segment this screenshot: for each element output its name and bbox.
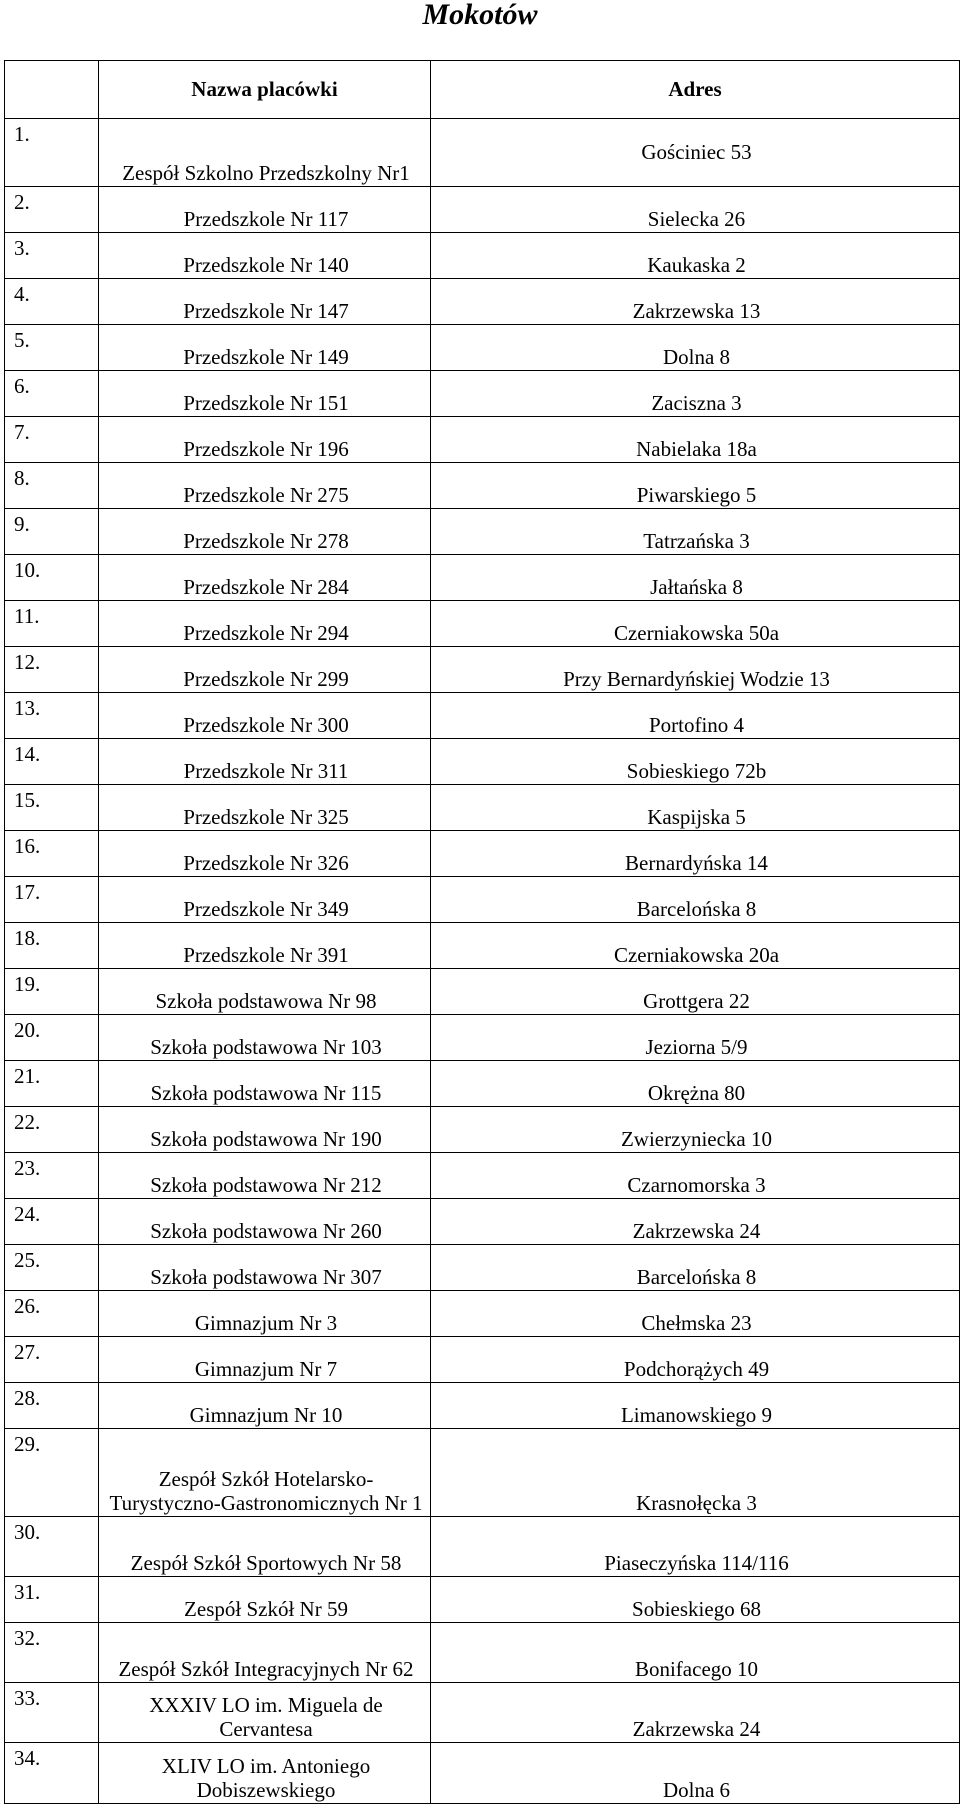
row-number: 22. (5, 1107, 99, 1153)
table-row (5, 923, 960, 969)
school-address: Gościniec 53 (431, 119, 960, 187)
school-address: Czerniakowska 50a (431, 601, 960, 647)
row-number: 2. (5, 187, 99, 233)
school-name: Gimnazjum Nr 3 (99, 1291, 431, 1337)
table-row (5, 693, 960, 739)
school-name: Szkoła podstawowa Nr 212 (99, 1153, 431, 1199)
table-row (5, 1683, 960, 1743)
schools-table-container (4, 60, 960, 1804)
table-row (5, 785, 960, 831)
school-address: Portofino 4 (431, 693, 960, 739)
school-name: Przedszkole Nr 147 (99, 279, 431, 325)
row-number: 4. (5, 279, 99, 325)
row-number: 30. (5, 1517, 99, 1577)
school-name: Przedszkole Nr 151 (99, 371, 431, 417)
row-number: 8. (5, 463, 99, 509)
row-number: 5. (5, 325, 99, 371)
row-number: 1. (5, 119, 99, 187)
table-row (5, 647, 960, 693)
page-title: Mokotów (422, 0, 538, 31)
table-row (5, 1337, 960, 1383)
table-row (5, 1107, 960, 1153)
school-address: Podchorążych 49 (431, 1337, 960, 1383)
row-number: 19. (5, 969, 99, 1015)
school-address: Grottgera 22 (431, 969, 960, 1015)
row-number: 17. (5, 877, 99, 923)
school-name: Przedszkole Nr 349 (99, 877, 431, 923)
table-row (5, 1015, 960, 1061)
school-address: Sielecka 26 (431, 187, 960, 233)
school-name: Przedszkole Nr 311 (99, 739, 431, 785)
table-row (5, 119, 960, 187)
row-number: 9. (5, 509, 99, 555)
table-row (5, 325, 960, 371)
row-number: 15. (5, 785, 99, 831)
school-address: Jeziorna 5/9 (431, 1015, 960, 1061)
header-num (5, 61, 99, 119)
row-number: 31. (5, 1577, 99, 1623)
row-number: 12. (5, 647, 99, 693)
row-number: 25. (5, 1245, 99, 1291)
row-number: 23. (5, 1153, 99, 1199)
table-row (5, 1623, 960, 1683)
table-row (5, 1743, 960, 1804)
row-number: 27. (5, 1337, 99, 1383)
school-name: Przedszkole Nr 391 (99, 923, 431, 969)
table-row (5, 1577, 960, 1623)
school-address: Zakrzewska 24 (431, 1683, 960, 1743)
table-row (5, 969, 960, 1015)
school-address: Barcelońska 8 (431, 1245, 960, 1291)
row-number: 10. (5, 555, 99, 601)
table-row (5, 1429, 960, 1517)
table-row (5, 371, 960, 417)
table-row (5, 1153, 960, 1199)
row-number: 21. (5, 1061, 99, 1107)
school-address: Limanowskiego 9 (431, 1383, 960, 1429)
school-address: Nabielaka 18a (431, 417, 960, 463)
schools-table (4, 60, 960, 1804)
table-row (5, 233, 960, 279)
school-address: Bonifacego 10 (431, 1623, 960, 1683)
school-name: Szkoła podstawowa Nr 190 (99, 1107, 431, 1153)
table-row (5, 509, 960, 555)
school-name: Przedszkole Nr 294 (99, 601, 431, 647)
school-name: Zespół Szkół Nr 59 (99, 1577, 431, 1623)
table-row (5, 1383, 960, 1429)
school-name: Przedszkole Nr 300 (99, 693, 431, 739)
school-address: Dolna 6 (431, 1743, 960, 1804)
row-number: 16. (5, 831, 99, 877)
school-address: Przy Bernardyńskiej Wodzie 13 (431, 647, 960, 693)
school-address: Czarnomorska 3 (431, 1153, 960, 1199)
school-name: Zespół Szkół Sportowych Nr 58 (99, 1517, 431, 1577)
row-number: 29. (5, 1429, 99, 1517)
school-name: XLIV LO im. Antoniego Dobiszewskiego (99, 1743, 431, 1804)
school-name: Przedszkole Nr 196 (99, 417, 431, 463)
school-address: Zakrzewska 13 (431, 279, 960, 325)
school-address: Krasnołęcka 3 (431, 1429, 960, 1517)
school-address: Chełmska 23 (431, 1291, 960, 1337)
school-address: Sobieskiego 72b (431, 739, 960, 785)
header-name: Nazwa placówki (99, 61, 431, 119)
school-name: Przedszkole Nr 326 (99, 831, 431, 877)
school-name: Przedszkole Nr 275 (99, 463, 431, 509)
school-name: Zespół Szkół Integracyjnych Nr 62 (99, 1623, 431, 1683)
row-number: 11. (5, 601, 99, 647)
school-address: Czerniakowska 20a (431, 923, 960, 969)
school-name: Szkoła podstawowa Nr 98 (99, 969, 431, 1015)
school-name: Przedszkole Nr 140 (99, 233, 431, 279)
school-address: Zakrzewska 24 (431, 1199, 960, 1245)
table-row (5, 1061, 960, 1107)
table-row (5, 279, 960, 325)
school-address: Kaukaska 2 (431, 233, 960, 279)
school-name: Gimnazjum Nr 10 (99, 1383, 431, 1429)
school-address: Barcelońska 8 (431, 877, 960, 923)
school-address: Zaciszna 3 (431, 371, 960, 417)
table-row (5, 417, 960, 463)
school-name: Szkoła podstawowa Nr 307 (99, 1245, 431, 1291)
table-row (5, 463, 960, 509)
school-address: Zwierzyniecka 10 (431, 1107, 960, 1153)
table-row (5, 877, 960, 923)
school-address: Piwarskiego 5 (431, 463, 960, 509)
row-number: 24. (5, 1199, 99, 1245)
school-name: Przedszkole Nr 278 (99, 509, 431, 555)
school-name: Zespół Szkolno Przedszkolny Nr1 (99, 119, 431, 187)
school-address: Piaseczyńska 114/116 (431, 1517, 960, 1577)
school-name: Zespół Szkół Hotelarsko-Turystyczno-Gastronomicznych Nr 1 (99, 1429, 431, 1517)
table-row (5, 555, 960, 601)
table-row (5, 831, 960, 877)
table-header-row (5, 61, 960, 119)
row-number: 32. (5, 1623, 99, 1683)
school-name: Przedszkole Nr 149 (99, 325, 431, 371)
table-row (5, 1199, 960, 1245)
table-row (5, 1291, 960, 1337)
row-number: 14. (5, 739, 99, 785)
school-name: Przedszkole Nr 284 (99, 555, 431, 601)
school-name: Przedszkole Nr 325 (99, 785, 431, 831)
school-name: Przedszkole Nr 117 (99, 187, 431, 233)
row-number: 34. (5, 1743, 99, 1804)
row-number: 33. (5, 1683, 99, 1743)
table-row (5, 1245, 960, 1291)
table-row (5, 739, 960, 785)
header-address: Adres (431, 61, 960, 119)
table-row (5, 601, 960, 647)
row-number: 6. (5, 371, 99, 417)
row-number: 18. (5, 923, 99, 969)
school-name: Gimnazjum Nr 7 (99, 1337, 431, 1383)
school-name: XXXIV LO im. Miguela de Cervantesa (99, 1683, 431, 1743)
school-address: Kaspijska 5 (431, 785, 960, 831)
school-address: Sobieskiego 68 (431, 1577, 960, 1623)
school-address: Jałtańska 8 (431, 555, 960, 601)
row-number: 13. (5, 693, 99, 739)
school-address: Bernardyńska 14 (431, 831, 960, 877)
row-number: 28. (5, 1383, 99, 1429)
school-name: Szkoła podstawowa Nr 103 (99, 1015, 431, 1061)
school-name: Przedszkole Nr 299 (99, 647, 431, 693)
row-number: 7. (5, 417, 99, 463)
row-number: 26. (5, 1291, 99, 1337)
school-name: Szkoła podstawowa Nr 260 (99, 1199, 431, 1245)
school-address: Tatrzańska 3 (431, 509, 960, 555)
school-name: Szkoła podstawowa Nr 115 (99, 1061, 431, 1107)
row-number: 20. (5, 1015, 99, 1061)
row-number: 3. (5, 233, 99, 279)
table-body (5, 119, 960, 1804)
table-row (5, 187, 960, 233)
table-row (5, 1517, 960, 1577)
school-address: Okrężna 80 (431, 1061, 960, 1107)
school-address: Dolna 8 (431, 325, 960, 371)
